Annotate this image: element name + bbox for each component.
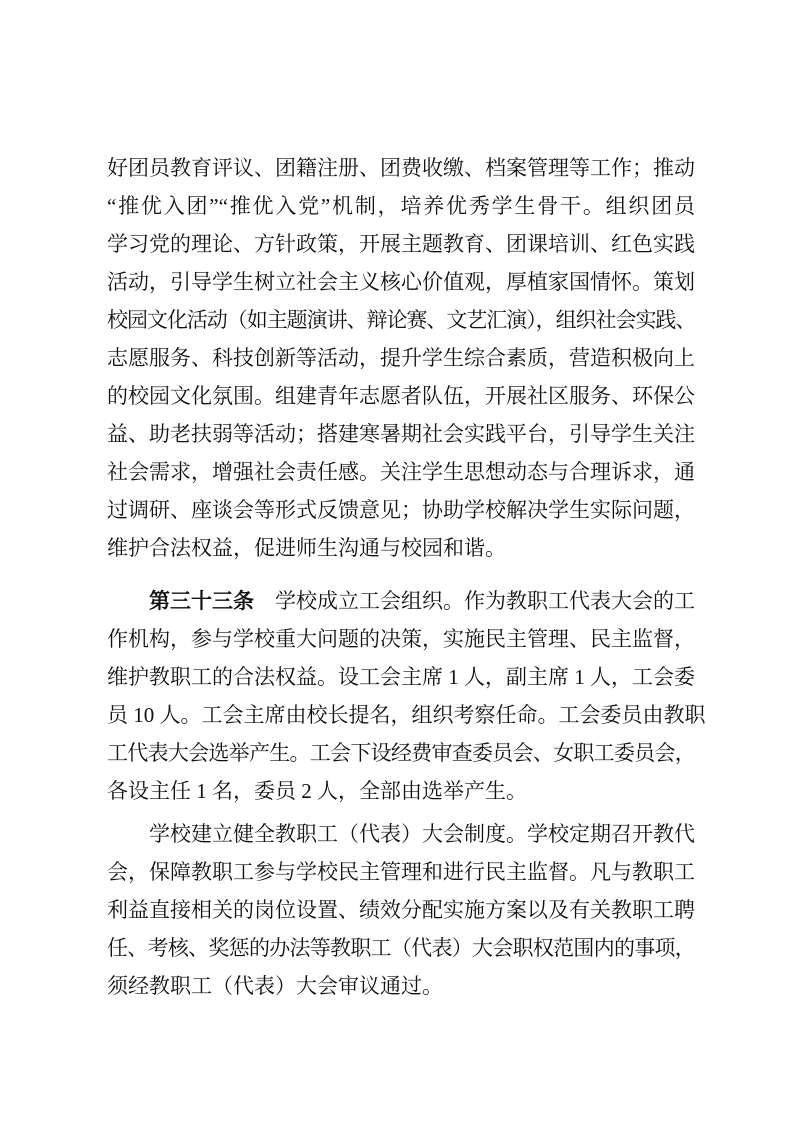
text-line: 各设主任 1 名，委员 2 人，全部由选举产生。 [107,779,527,803]
text-line: 会，保障教职工参与学校民主管理和进行民主监督。凡与教职工 [107,860,695,884]
text-line: 作机构，参与学校重大问题的决策，实施民主管理、民主监督， [107,627,695,651]
text-line: 员 10 人。工会主席由校长提名，组织考察任命。工会委员由教职 [107,703,706,727]
text-line: 须经教职工（代表）大会审议通过。 [107,974,443,998]
text-line: 好团员教育评议、团籍注册、团费收缴、档案管理等工作；推动 [107,156,695,180]
text-line: 任、考核、奖惩的办法等教职工（代表）大会职权范围内的事项， [107,936,695,960]
paragraph-article-33 [107,582,706,810]
paragraph-staff-congress [107,815,695,1005]
text-line: 工代表大会选举产生。工会下设经费审查委员会、女职工委员会， [107,741,695,765]
text-line: 利益直接相关的岗位设置、绩效分配实施方案以及有关教职工聘 [107,898,695,922]
text-line: 过调研、座谈会等形式反馈意见；协助学校解决学生实际问题， [107,498,695,522]
text-line: 活动，引导学生树立社会主义核心价值观，厚植家国情怀。策划 [107,270,695,294]
article-first-line [107,582,695,620]
text-line: 学习党的理论、方针政策，开展主题教育、团课培训、红色实践 [107,232,695,256]
paragraph-student-league-duties [107,149,695,567]
article-first-line-text: 学校成立工会组织。作为教职工代表大会的工 [275,589,695,613]
text-line: 的校园文化氛围。组建青年志愿者队伍，开展社区服务、环保公 [107,384,695,408]
text-line: 维护合法权益，促进师生沟通与校园和谐。 [107,536,506,560]
text-line: 志愿服务、科技创新等活动，提升学生综合素质，营造积极向上 [107,346,695,370]
text-line: 社会需求，增强社会责任感。关注学生思想动态与合理诉求，通 [107,460,695,484]
text-line: “推优入团”“推优入党”机制，培养优秀学生骨干。组织团员 [107,194,695,218]
text-line: 维护教职工的合法权益。设工会主席 1 人，副主席 1 人，工会委 [107,665,695,689]
text-line: 学校建立健全教职工（代表）大会制度。学校定期召开教代 [149,822,695,846]
article-label: 第三十三条 [149,589,254,613]
document-body [107,149,706,1005]
text-line: 益、助老扶弱等活动；搭建寒暑期社会实践平台，引导学生关注 [107,422,695,446]
text-line: 校园文化活动（如主题演讲、辩论赛、文艺汇演），组织社会实践、 [107,308,695,332]
